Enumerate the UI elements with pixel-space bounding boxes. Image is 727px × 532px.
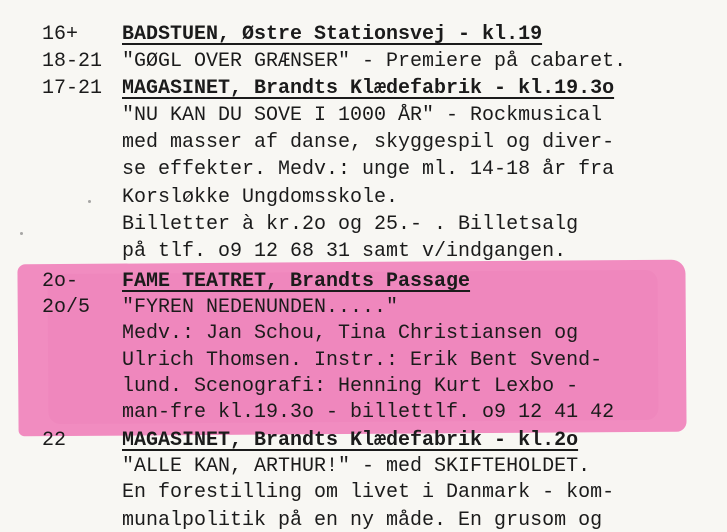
event-description: Billetter à kr.2o og 25.- . Billetsalg — [122, 213, 579, 236]
event-description: "ALLE KAN, ARTHUR!" - med SKIFTEHOLDET. — [122, 455, 591, 478]
event-date: 2o- — [42, 270, 79, 293]
event-date: 18-21 — [42, 50, 103, 73]
venue-heading: MAGASINET, Brandts Klædefabrik - kl.2o — [122, 429, 579, 452]
event-description: man-fre kl.19.3o - billettlf. o9 12 41 42 — [122, 401, 615, 424]
event-date: 2o/5 — [42, 296, 91, 319]
event-description: En forestilling om livet i Danmark - kom- — [122, 481, 615, 504]
event-description: munalpolitik på en ny måde. En grusom og — [122, 509, 603, 532]
venue-heading: BADSTUEN, Østre Stationsvej - kl.19 — [122, 23, 543, 46]
event-description: "GØGL OVER GRÆNSER" - Premiere på cabaret. — [122, 50, 627, 73]
event-description: med masser af danse, skyggespil og diver- — [122, 131, 615, 154]
event-date: 22 — [42, 429, 67, 452]
event-description: Medv.: Jan Schou, Tina Christiansen og — [122, 322, 579, 345]
paper-speck — [20, 232, 23, 235]
event-description: Korsløkke Ungdomsskole. — [122, 186, 399, 209]
paper-speck — [88, 200, 91, 203]
event-description: "FYREN NEDENUNDEN....." — [122, 296, 399, 319]
event-date: 17-21 — [42, 77, 103, 100]
event-description: se effekter. Medv.: unge ml. 14-18 år fra — [122, 158, 615, 181]
venue-heading: FAME TEATRET, Brandts Passage — [122, 270, 471, 293]
event-description: "NU KAN DU SOVE I 1000 ÅR" - Rockmusical — [122, 104, 603, 127]
venue-heading: MAGASINET, Brandts Klædefabrik - kl.19.3o — [122, 77, 615, 100]
event-description: lund. Scenografi: Henning Kurt Lexbo - — [122, 375, 579, 398]
event-description: på tlf. o9 12 68 31 samt v/indgangen. — [122, 240, 567, 263]
event-date: 16+ — [42, 23, 79, 46]
event-description: Ulrich Thomsen. Instr.: Erik Bent Svend- — [122, 349, 603, 372]
